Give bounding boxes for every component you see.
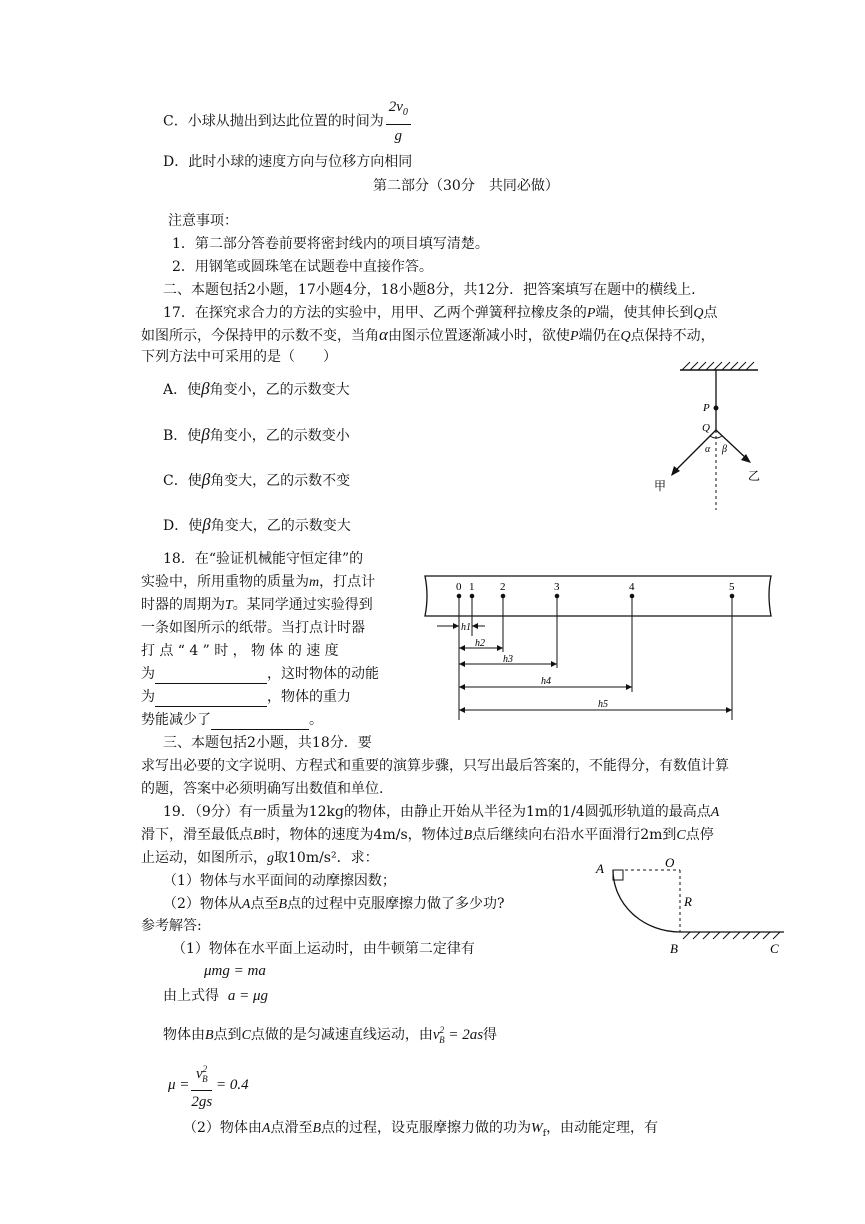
label-o: O: [665, 855, 675, 870]
tape-point-2: 2: [500, 581, 506, 593]
label-p: P: [703, 402, 710, 414]
section3-line1: 三、本题包括2小题，共18分．要: [163, 735, 372, 751]
q18-line6: 为 ，这时物体的动能: [141, 666, 379, 682]
label-r: R: [684, 894, 692, 909]
q19-line1: 19．（9分）有一质量为12kg的物体，由静止开始从半径为1m的1/4圆弧形轨道的最高点A: [163, 804, 720, 820]
q19-sub2: （2）物体从A点至B点的过程中克服摩擦力做了多少功?: [163, 896, 505, 912]
q18-line3: 时器的周期为T。某同学通过实验得到: [141, 597, 373, 613]
notice-heading: 注意事项：: [168, 213, 238, 229]
q19-line2: 滑下，滑至最低点B时，物体的速度为4m/s，物体过B点后继续向右沿水平面滑行2m到C点停: [141, 827, 714, 843]
label-alpha: α: [705, 444, 711, 455]
tape-h4: h4: [541, 676, 551, 687]
label-q: Q: [702, 422, 710, 434]
q17-line1: 17．在探究求合力的方法的实验中，用甲、乙两个弹簧秤拉橡皮条的P端，使其伸长到Q点: [163, 305, 718, 321]
kinetic-energy-blank[interactable]: [155, 690, 267, 707]
circular-track-diagram: [590, 850, 790, 965]
velocity-blank[interactable]: [155, 667, 267, 684]
label-beta: β: [722, 444, 727, 455]
section3-line3: 的题，答案中必须明确写出数值和单位.: [141, 781, 384, 797]
notice-item-2: 2．用钢笔或圆珠笔在试题卷中直接作答。: [172, 259, 433, 275]
label-a: A: [596, 861, 604, 876]
tape-h1: h1: [461, 622, 471, 633]
tape-point-0: 0: [456, 581, 462, 593]
tape-point-4: 4: [629, 581, 635, 593]
q19-sol3: 物体由B点到C点做的是匀减速直线运动，由$v^2_B = 2as$得: [163, 1025, 498, 1045]
q19-ref-heading: 参考解答:: [141, 918, 202, 934]
option-d: D．此时小球的速度方向与位移方向相同: [163, 154, 413, 170]
q19-sol2: 由上式得 a = μg: [163, 988, 269, 1004]
potential-energy-blank[interactable]: [211, 713, 309, 730]
q17-line2: 如图所示，今保持甲的示数不变，当角α由图示位置逐渐减小时，欲使P端仍在Q点保持不动，: [141, 325, 715, 344]
q18-line7: 为 ，物体的重力: [141, 689, 351, 705]
q17-option-c: C．使β角变大，乙的示数不变: [163, 470, 351, 489]
tape-point-1: 1: [469, 581, 475, 593]
option-c-text: C．小球从抛出到达此位置的时间为: [163, 113, 384, 130]
q19-line3: 止运动，如图所示，g取10m/s²．求：: [141, 850, 379, 866]
tape-point-3: 3: [554, 581, 560, 593]
option-c: [163, 96, 411, 147]
q19-mu-equation: μ = $\frac{v^2_B}{2gs}$ = 0.4: [168, 1058, 249, 1113]
tape-point-5: 5: [729, 581, 735, 593]
q18-line5: 打点“4”时，物体的速度: [141, 643, 344, 659]
tape-h3: h3: [503, 654, 513, 665]
q19-sub1: （1）物体与水平面间的动摩擦因数；: [163, 873, 396, 889]
q18-line2: 实验中，所用重物的质量为m，打点计: [141, 574, 376, 590]
tape-h2: h2: [475, 638, 485, 649]
notice-item-1: 1．第二部分答卷前要将密封线内的项目填写清楚。: [172, 236, 489, 252]
q18-line4: 一条如图所示的纸带。当打点计时器: [141, 620, 365, 636]
q19-sol1: （1）物体在水平面上运动时，由牛顿第二定律有: [172, 941, 475, 957]
label-c: C: [770, 941, 779, 956]
label-b: B: [670, 941, 678, 956]
q19-eq1: μmg = ma: [204, 963, 266, 979]
label-yi: 乙: [748, 469, 761, 483]
q18-line1: 18．在“验证机械能守恒定律”的: [163, 551, 364, 567]
q18-line8: 势能减少了 。: [141, 712, 323, 728]
part2-title: 第二部分（30分 共同必做）: [373, 178, 559, 194]
label-jia: 甲: [654, 479, 667, 493]
q19-sol4: （2）物体由A点滑至B点的过程，设克服摩擦力做的功为$W_f$，由动能定理，有: [183, 1120, 659, 1139]
q17-option-d: D．使β角变大，乙的示数变大: [163, 515, 351, 534]
tape-h5: h5: [598, 699, 608, 710]
q17-option-a: A．使β角变小，乙的示数变大: [163, 379, 350, 398]
spring-scale-diagram: [640, 360, 770, 515]
section2-heading: 二、本题包括2小题，17小题4分，18小题8分，共12分．把答案填写在题中的横线上.: [163, 282, 696, 298]
time-fraction: $\frac{2v_0}{g}$: [386, 96, 411, 147]
paper-tape-diagram: [415, 570, 780, 730]
section3-line2: 求写出必要的文字说明、方程式和重要的演算步骤，只写出最后答案的，不能得分，有数值计算: [141, 758, 729, 774]
q17-line3: 下列方法中可采用的是（ ）: [141, 349, 337, 365]
q17-option-b: B．使β角变小，乙的示数变小: [163, 425, 350, 444]
